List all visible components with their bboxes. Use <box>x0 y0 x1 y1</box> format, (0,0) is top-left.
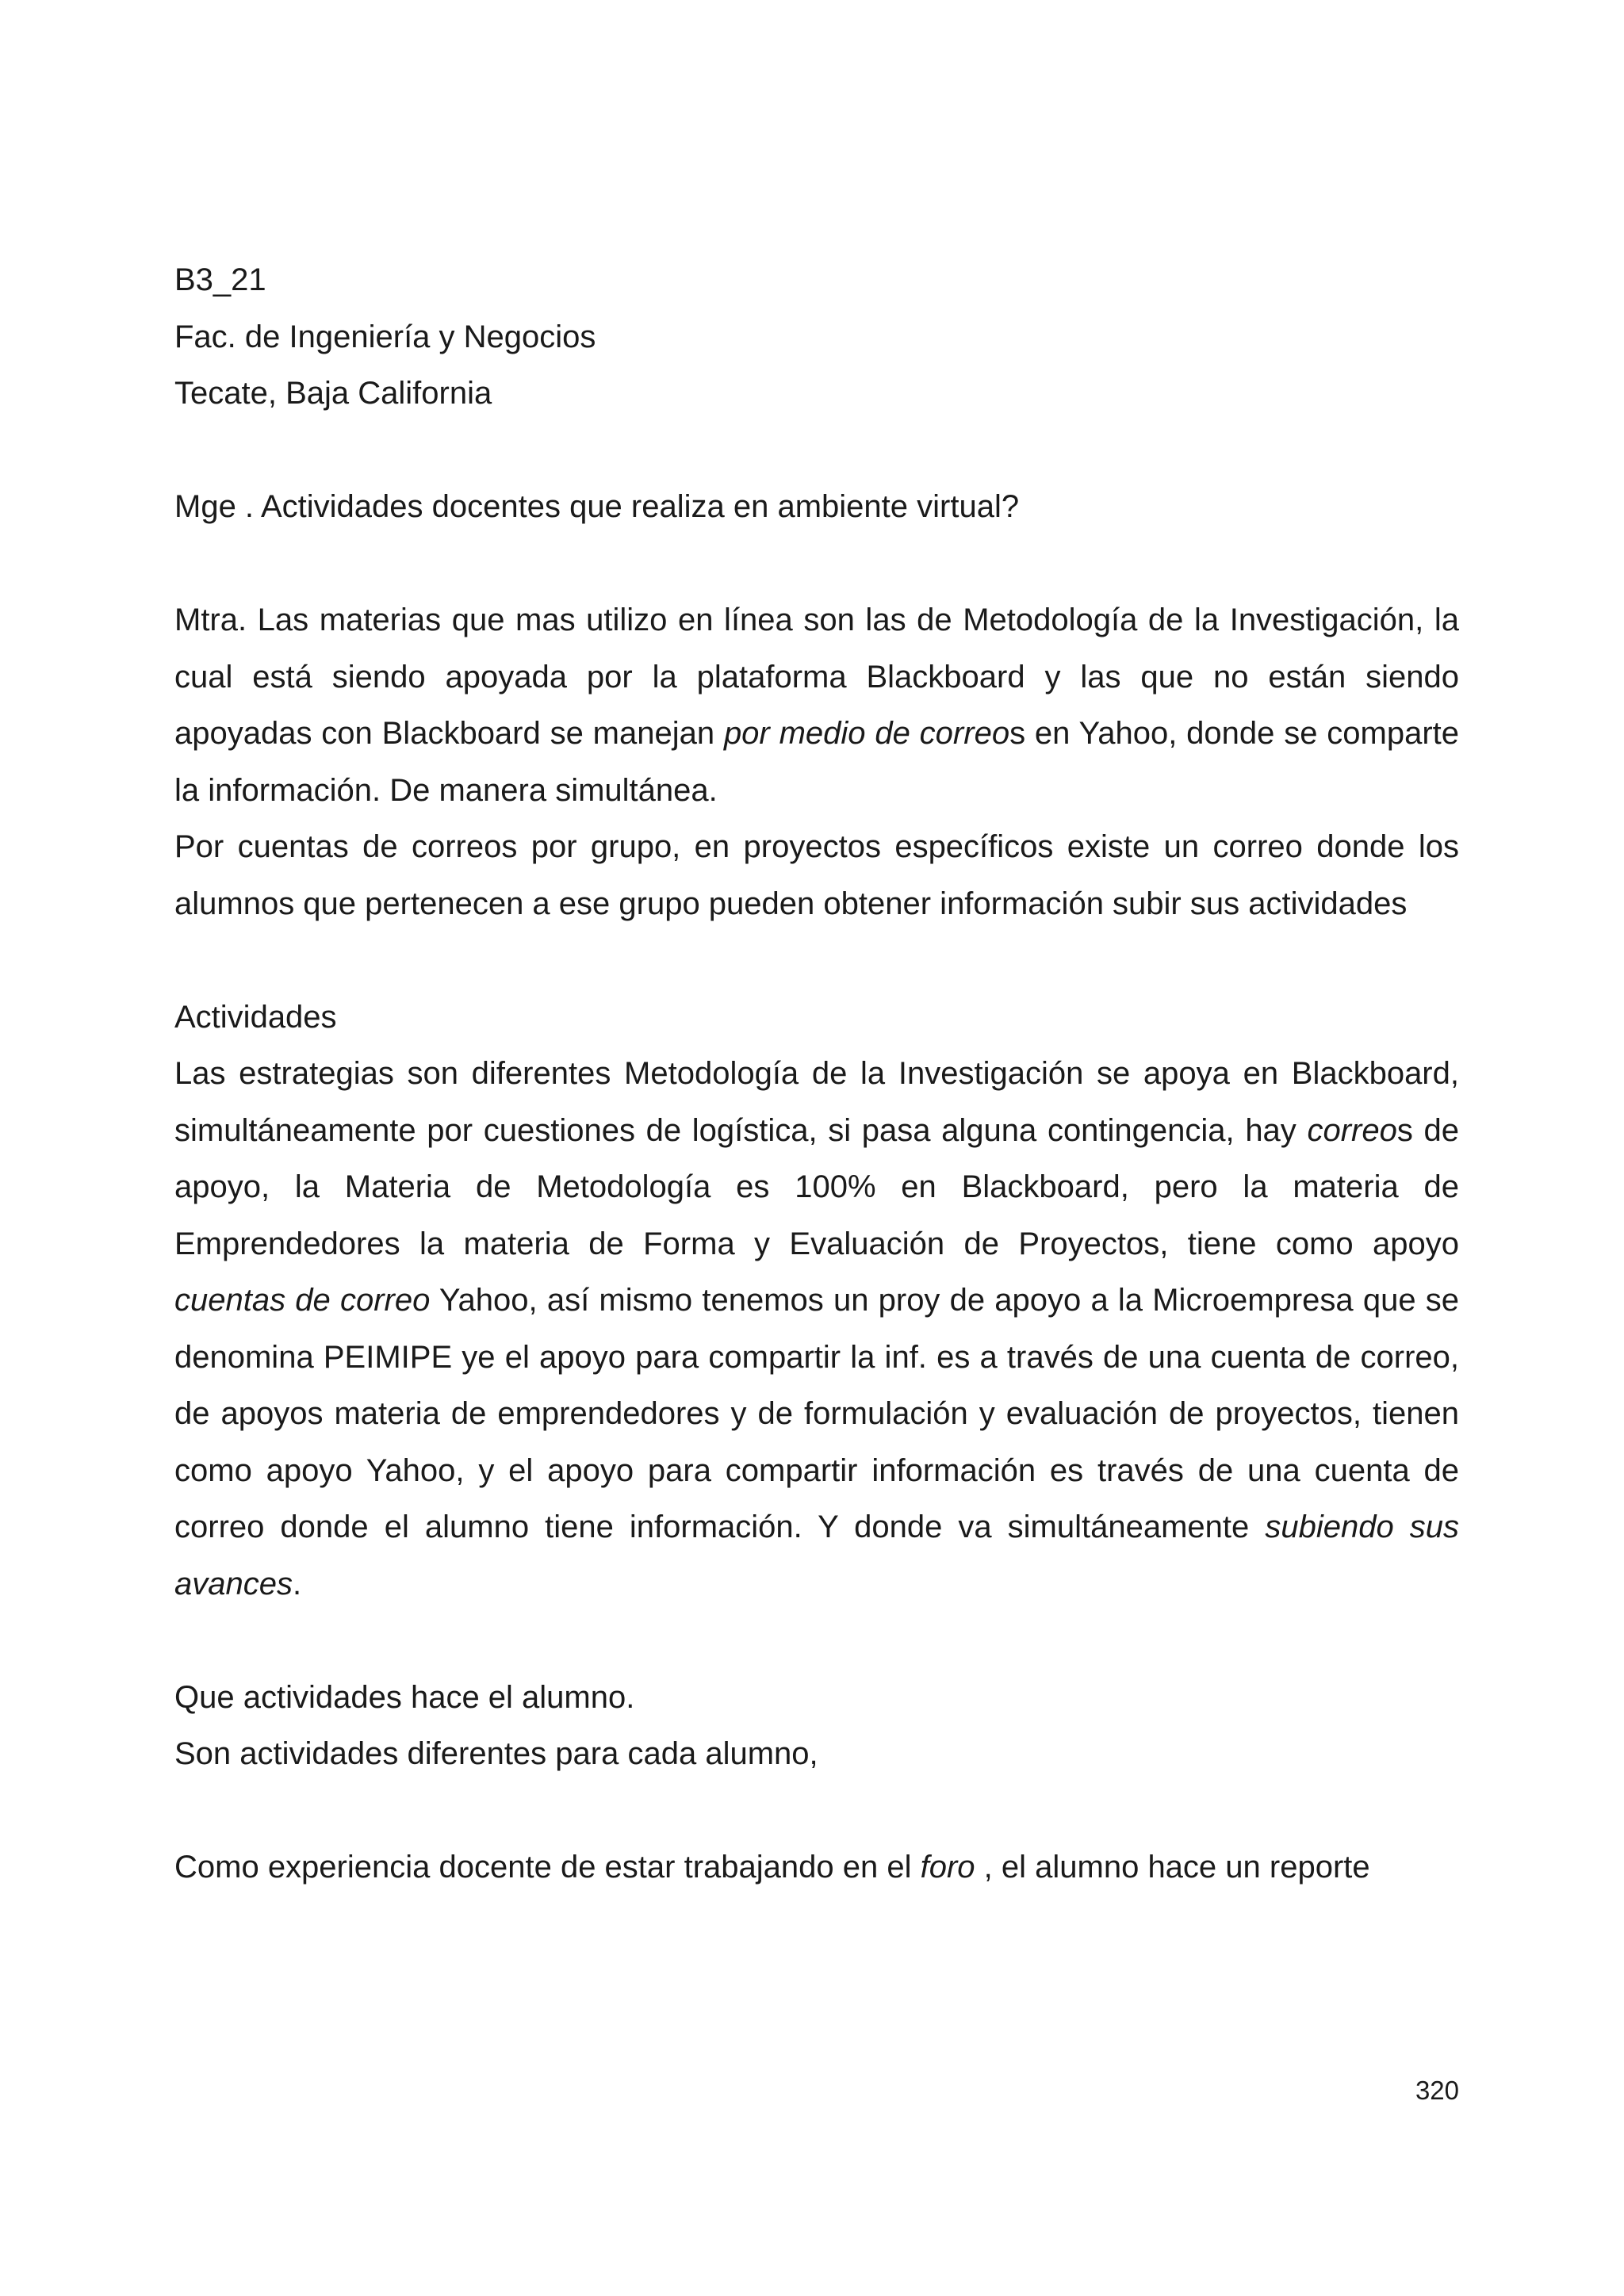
paragraph-text: Las estrategias son diferentes Metodología de la Investigación se apoya en Blackboard, simultáneamente por cuestiones de logística, si pasa alguna contingencia, hay <box>174 1056 1459 1148</box>
answer-paragraph-2: Por cuentas de correos por grupo, en proyectos específicos existe un correo donde los alumnos que pertenecen a ese grupo pueden obtener información subir sus actividades <box>174 829 1459 921</box>
paragraph-text: Como experiencia docente de estar trabajando en el <box>174 1850 921 1885</box>
spacer <box>174 536 1459 593</box>
spacer <box>174 423 1459 480</box>
location: Tecate, Baja California <box>174 376 492 411</box>
answer-paragraph-1 <box>174 592 1459 819</box>
emphasis-text: cuentas de correo <box>174 1283 431 1318</box>
page-number: 320 <box>1415 2076 1459 2105</box>
final-paragraph <box>174 1839 1459 1896</box>
spacer <box>174 1783 1459 1840</box>
interview-question-2: Que actividades hace el alumno. <box>174 1679 635 1715</box>
answer-2: Son actividades diferentes para cada alumno, <box>174 1736 818 1771</box>
answer-text: Mtra. Las materias que mas utilizo en línea son las de Metodología de la Investigación, la cual está siendo apoyada por la plataforma Blackboard y las que no están siendo apoyadas con Blackboard se manejan <box>174 603 1459 751</box>
paragraph-text: . <box>292 1566 302 1601</box>
emphasis-text: foro <box>920 1850 975 1885</box>
emphasis-text: correo <box>1307 1112 1397 1148</box>
paragraph-text: , el alumno hace un reporte <box>975 1850 1370 1885</box>
emphasis-text: subiendo sus avances <box>174 1510 1459 1601</box>
answer-text: s en Yahoo, donde se comparte la información. De manera simultánea. <box>174 716 1460 808</box>
spacer <box>174 932 1459 989</box>
paragraph-text: s de apoyo, la Materia de Metodología es 100% en Blackboard, pero la materia de Emprendedores la materia de Forma y Evaluación de Proyectos, tiene como apoyo <box>174 1112 1460 1261</box>
interview-question-1: Mge . Actividades docentes que realiza en ambiente virtual? <box>174 489 1020 524</box>
spacer <box>174 1613 1459 1670</box>
section-heading: Actividades <box>174 999 337 1035</box>
document-body <box>174 252 1459 1896</box>
document-code: B3_21 <box>174 262 266 297</box>
paragraph-text: Yahoo, así mismo tenemos un proy de apoyo a la Microempresa que se denomina PEIMIPE ye el apoyo para compartir la inf. es a través de una cuenta de correo, de apoyos materia de emprendedores y de formulación y evaluación de proyectos, tienen como apoyo Yahoo, y el apoyo para compartir información es través de una cuenta de correo donde el alumno tiene información. Y donde va simultáneamente <box>174 1283 1460 1544</box>
activities-paragraph <box>174 1046 1459 1613</box>
faculty-name: Fac. de Ingeniería y Negocios <box>174 319 596 354</box>
emphasis-text: por medio de correo <box>723 716 1010 751</box>
